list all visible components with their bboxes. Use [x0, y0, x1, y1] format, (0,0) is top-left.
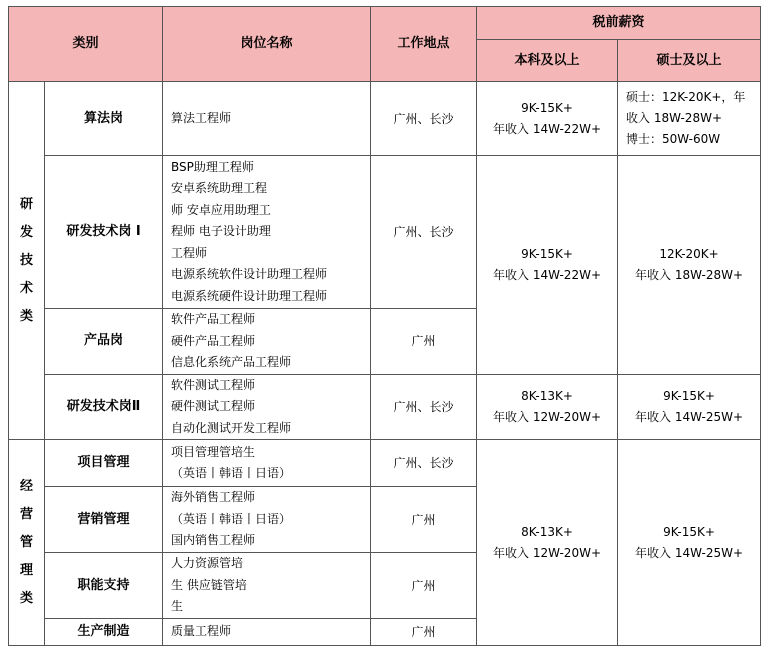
location-rd2: 广州、长沙	[371, 374, 477, 440]
header-master: 硕士及以上	[618, 40, 761, 82]
location-pm: 广州、长沙	[371, 440, 477, 487]
position-sales: 营销管理	[45, 487, 163, 553]
header-salary: 税前薪资	[477, 7, 761, 40]
names-pm: 项目管理管培生 （英语丨韩语丨日语）	[163, 440, 371, 487]
position-mfg: 生产制造	[45, 619, 163, 646]
master-salary-rd1: 12K-20K+ 年收入 18W-28W+	[618, 156, 761, 375]
position-pm: 项目管理	[45, 440, 163, 487]
bachelor-salary-rd2: 8K-13K+ 年收入 12W-20W+	[477, 374, 618, 440]
position-support: 职能支持	[45, 553, 163, 619]
names-support: 人力资源管培 生 供应链管培 生	[163, 553, 371, 619]
category-mgmt: 经 营 管 理 类	[9, 440, 45, 646]
master-salary-rd2: 9K-15K+ 年收入 14W-25W+	[618, 374, 761, 440]
table-row	[9, 82, 761, 156]
table-row	[9, 374, 761, 440]
position-product: 产品岗	[45, 309, 163, 375]
names-sales: 海外销售工程师 （英语丨韩语丨日语） 国内销售工程师	[163, 487, 371, 553]
names-rd2: 软件测试工程师 硬件测试工程师 自动化测试开发工程师	[163, 374, 371, 440]
position-rd1: 研发技术岗 Ⅰ	[45, 156, 163, 309]
position-rd2: 研发技术岗Ⅱ	[45, 374, 163, 440]
master-salary-mgmt: 9K-15K+ 年收入 14W-25W+	[618, 440, 761, 646]
bachelor-salary-algo: 9K-15K+ 年收入 14W-22W+	[477, 82, 618, 156]
location-mfg: 广州	[371, 619, 477, 646]
header-bachelor: 本科及以上	[477, 40, 618, 82]
names-mfg: 质量工程师	[163, 619, 371, 646]
names-product: 软件产品工程师 硬件产品工程师 信息化系统产品工程师	[163, 309, 371, 375]
location-product: 广州	[371, 309, 477, 375]
recruitment-table	[8, 6, 761, 646]
bachelor-salary-rd1: 9K-15K+ 年收入 14W-22W+	[477, 156, 618, 375]
table-row	[9, 156, 761, 309]
position-algo: 算法岗	[45, 82, 163, 156]
bachelor-salary-mgmt: 8K-13K+ 年收入 12W-20W+	[477, 440, 618, 646]
table-row	[9, 440, 761, 487]
names-rd1: BSP助理工程师 安卓系统助理工程 师 安卓应用助理工 程师 电子设计助理 工程师 电源系统软件设计助理工程师 电源系统硬件设计助理工程师	[163, 156, 371, 309]
header-category: 类别	[9, 7, 163, 82]
master-salary-algo: 硕士：12K-20K+，年 收入 18W-28W+ 博士：50W-60W	[618, 82, 761, 156]
header-position-name: 岗位名称	[163, 7, 371, 82]
header-location: 工作地点	[371, 7, 477, 82]
location-sales: 广州	[371, 487, 477, 553]
location-algo: 广州、长沙	[371, 82, 477, 156]
location-support: 广州	[371, 553, 477, 619]
location-rd1: 广州、长沙	[371, 156, 477, 309]
category-rd: 研 发 技 术 类	[9, 82, 45, 440]
names-algo: 算法工程师	[163, 82, 371, 156]
